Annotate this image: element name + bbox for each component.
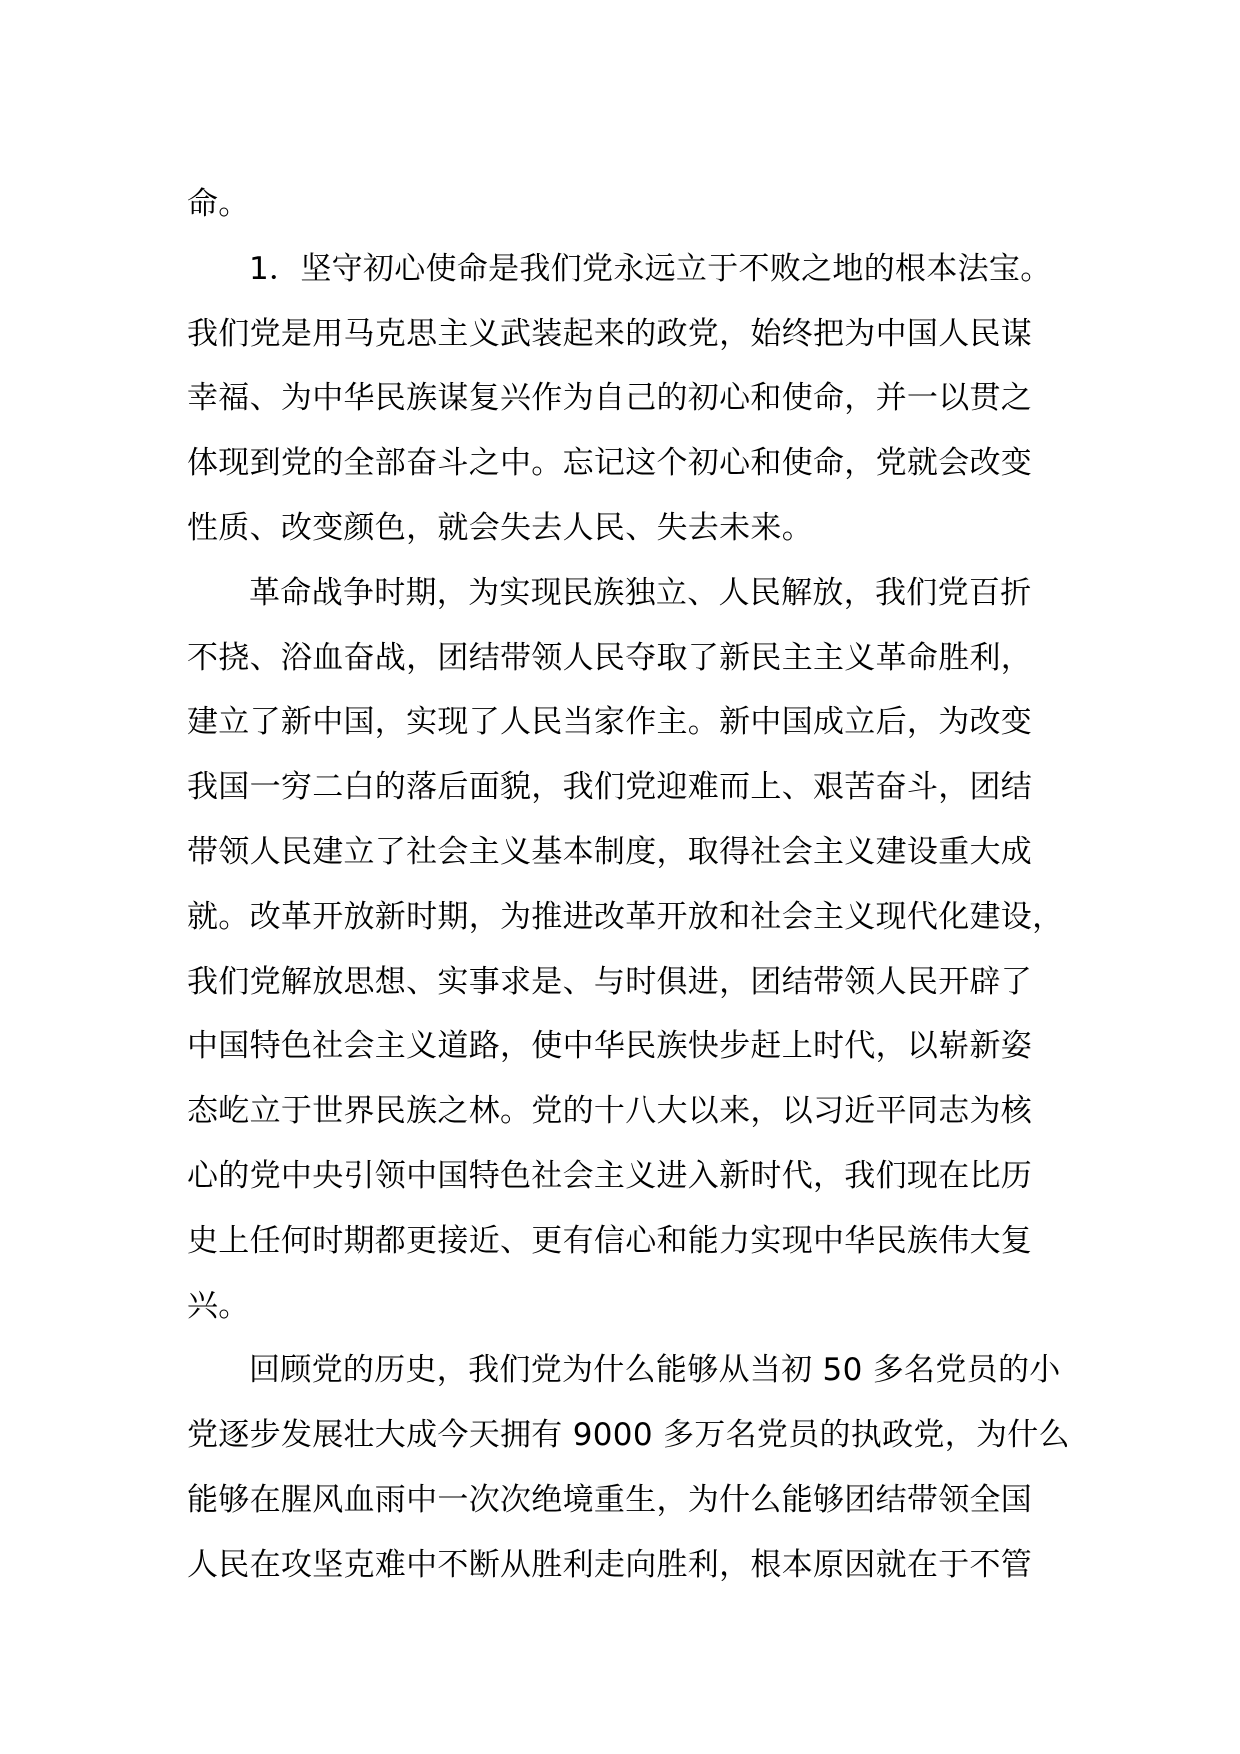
paragraph-1 [187,172,1067,237]
text-line: 我们党是用马克思主义武装起来的政党，始终把为中国人民谋 [187,315,1033,352]
paragraph-2 [187,237,1067,561]
text-line: 中国特色社会主义道路，使中华民族快步赶上时代，以崭新姿 [187,1028,1033,1065]
text-line: 体现到党的全部奋斗之中。忘记这个初心和使命，党就会改变 [187,445,1033,482]
text-line: 能够在腥风血雨中一次次绝境重生，为什么能够团结带领全国 [187,1481,1033,1518]
text-line: 不挠、浴血奋战，团结带领人民夺取了新民主主义革命胜利， [187,639,1033,676]
text-line: 性质、改变颜色，就会失去人民、失去未来。 [187,509,813,546]
text-line: 幸福、为中华民族谋复兴作为自己的初心和使命，并一以贯之 [187,380,1033,417]
text-line: 史上任何时期都更接近、更有信心和能力实现中华民族伟大复 [187,1222,1033,1259]
text-line: 命。 [187,186,250,222]
text-line: 心的党中央引领中国特色社会主义进入新时代，我们现在比历 [187,1157,1033,1194]
text-line: 带领人民建立了社会主义基本制度，取得社会主义建设重大成 [187,833,1033,870]
text-line: 1．坚守初心使命是我们党永远立于不败之地的根本法宝。 [249,250,1052,287]
body-text [187,172,1070,1598]
text-line: 建立了新中国，实现了人民当家作主。新中国成立后，为改变 [187,704,1033,741]
text-line: 人民在攻坚克难中不断从胜利走向胜利，根本原因就在于不管 [187,1546,1033,1583]
paragraph-3 [187,561,1067,1339]
text-line: 就。改革开放新时期，为推进改革开放和社会主义现代化建设， [187,898,1064,935]
text-line: 我们党解放思想、实事求是、与时俱进，团结带领人民开辟了 [187,963,1033,1000]
text-line: 我国一穷二白的落后面貌，我们党迎难而上、艰苦奋斗，团结 [187,769,1033,806]
text-line: 党逐步发展壮大成今天拥有 9000 多万名党员的执政党，为什么 [187,1417,1070,1454]
text-line: 革命战争时期，为实现民族独立、人民解放，我们党百折 [249,574,1032,611]
text-line: 兴。 [187,1287,250,1324]
text-line: 回顾党的历史，我们党为什么能够从当初 50 多名党员的小 [249,1352,1061,1389]
paragraph-4 [187,1338,1070,1597]
text-line: 态屹立于世界民族之林。党的十八大以来，以习近平同志为核 [187,1093,1033,1130]
